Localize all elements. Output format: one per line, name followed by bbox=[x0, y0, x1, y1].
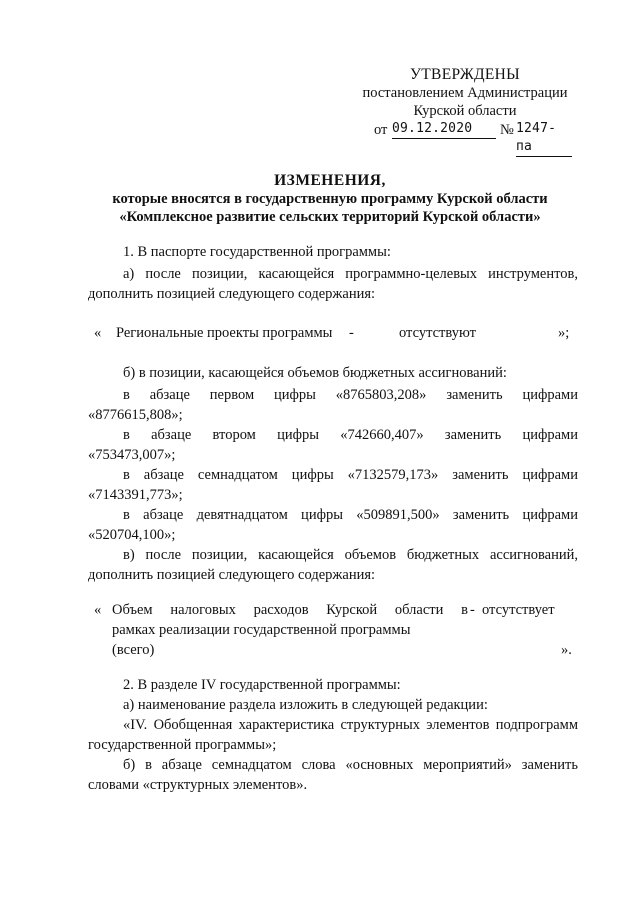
section-1-title: 1. В паспорте государственной программы: bbox=[123, 244, 391, 260]
approval-date-line bbox=[350, 121, 580, 154]
section-2-item-b: б) в абзаце семнадцатом слова «основных мероприятий» заменить словами «структурных элементов». bbox=[88, 757, 578, 793]
quote-label: Региональные проекты программы bbox=[116, 325, 333, 341]
item-b1-line: в абзаце первом цифры «8765803,208» заменить цифрами bbox=[123, 387, 578, 403]
section-2-item-a: а) наименование раздела изложить в следующей редакции: bbox=[123, 697, 488, 713]
quote-label-1: Объем налоговых расходов Курской области в bbox=[112, 602, 468, 618]
item-b4-cont: «520704,100»; bbox=[88, 527, 176, 543]
heading-subtitle-1: которые вносятся в государственную программу Курской области bbox=[112, 191, 548, 207]
approval-line-2: Курской области bbox=[413, 103, 517, 119]
quote-value: отсутствуют bbox=[399, 325, 476, 341]
item-b3-cont: «7143391,773»; bbox=[88, 487, 183, 503]
item-b1-cont: «8776615,808»; bbox=[88, 407, 183, 423]
date-prefix: от bbox=[374, 122, 388, 138]
section-2-title: 2. В разделе IV государственной программы: bbox=[123, 677, 401, 693]
quote-dash: - bbox=[349, 325, 354, 341]
date-value: 09.12.2020 bbox=[392, 120, 496, 139]
quote-open: « bbox=[94, 325, 102, 341]
item-b4-line: в абзаце девятнадцатом цифры «509891,500» заменить цифрами bbox=[123, 507, 578, 523]
item-b3-line: в абзаце семнадцатом цифры «7132579,173» заменить цифрами bbox=[123, 467, 578, 483]
quote-dash: - bbox=[470, 602, 475, 618]
approval-title: УТВЕРЖДЕНЫ bbox=[410, 66, 520, 83]
section-2-item-a-quote: «IV. Обобщенная характеристика структурных элементов подпрограмм государственной программы»; bbox=[88, 717, 578, 753]
section-1-item-b: б) в позиции, касающейся объемов бюджетных ассигнований: bbox=[123, 365, 507, 381]
section-1-item-a: а) после позиции, касающейся программно-целевых инструментов, дополнить позицией следующего содержания: bbox=[88, 266, 578, 302]
quote-close: »; bbox=[558, 325, 570, 341]
quote-tax-expenses bbox=[88, 602, 578, 662]
quote-value: отсутствует bbox=[482, 602, 555, 618]
heading-subtitle-2: «Комплексное развитие сельских территорий Курской области» bbox=[119, 209, 541, 225]
quote-label-2: рамках реализации государственной программы bbox=[112, 622, 411, 638]
quote-open: « bbox=[94, 602, 102, 618]
item-b2-cont: «753473,007»; bbox=[88, 447, 176, 463]
approval-line-1: постановлением Администрации bbox=[362, 85, 568, 101]
heading-title: ИЗМЕНЕНИЯ, bbox=[274, 172, 386, 189]
approval-stamp bbox=[350, 66, 580, 154]
item-b2-line: в абзаце втором цифры «742660,407» заменить цифрами bbox=[123, 427, 578, 443]
quote-close: ». bbox=[561, 642, 572, 658]
document-heading bbox=[60, 172, 600, 226]
number-value: 1247-па bbox=[516, 120, 572, 157]
number-prefix: № bbox=[500, 122, 514, 138]
quote-label-3: (всего) bbox=[112, 642, 155, 658]
quote-regional-projects bbox=[88, 325, 578, 345]
section-1-item-c: в) после позиции, касающейся объемов бюджетных ассигнований, дополнить позицией следующего содержания: bbox=[88, 547, 578, 583]
